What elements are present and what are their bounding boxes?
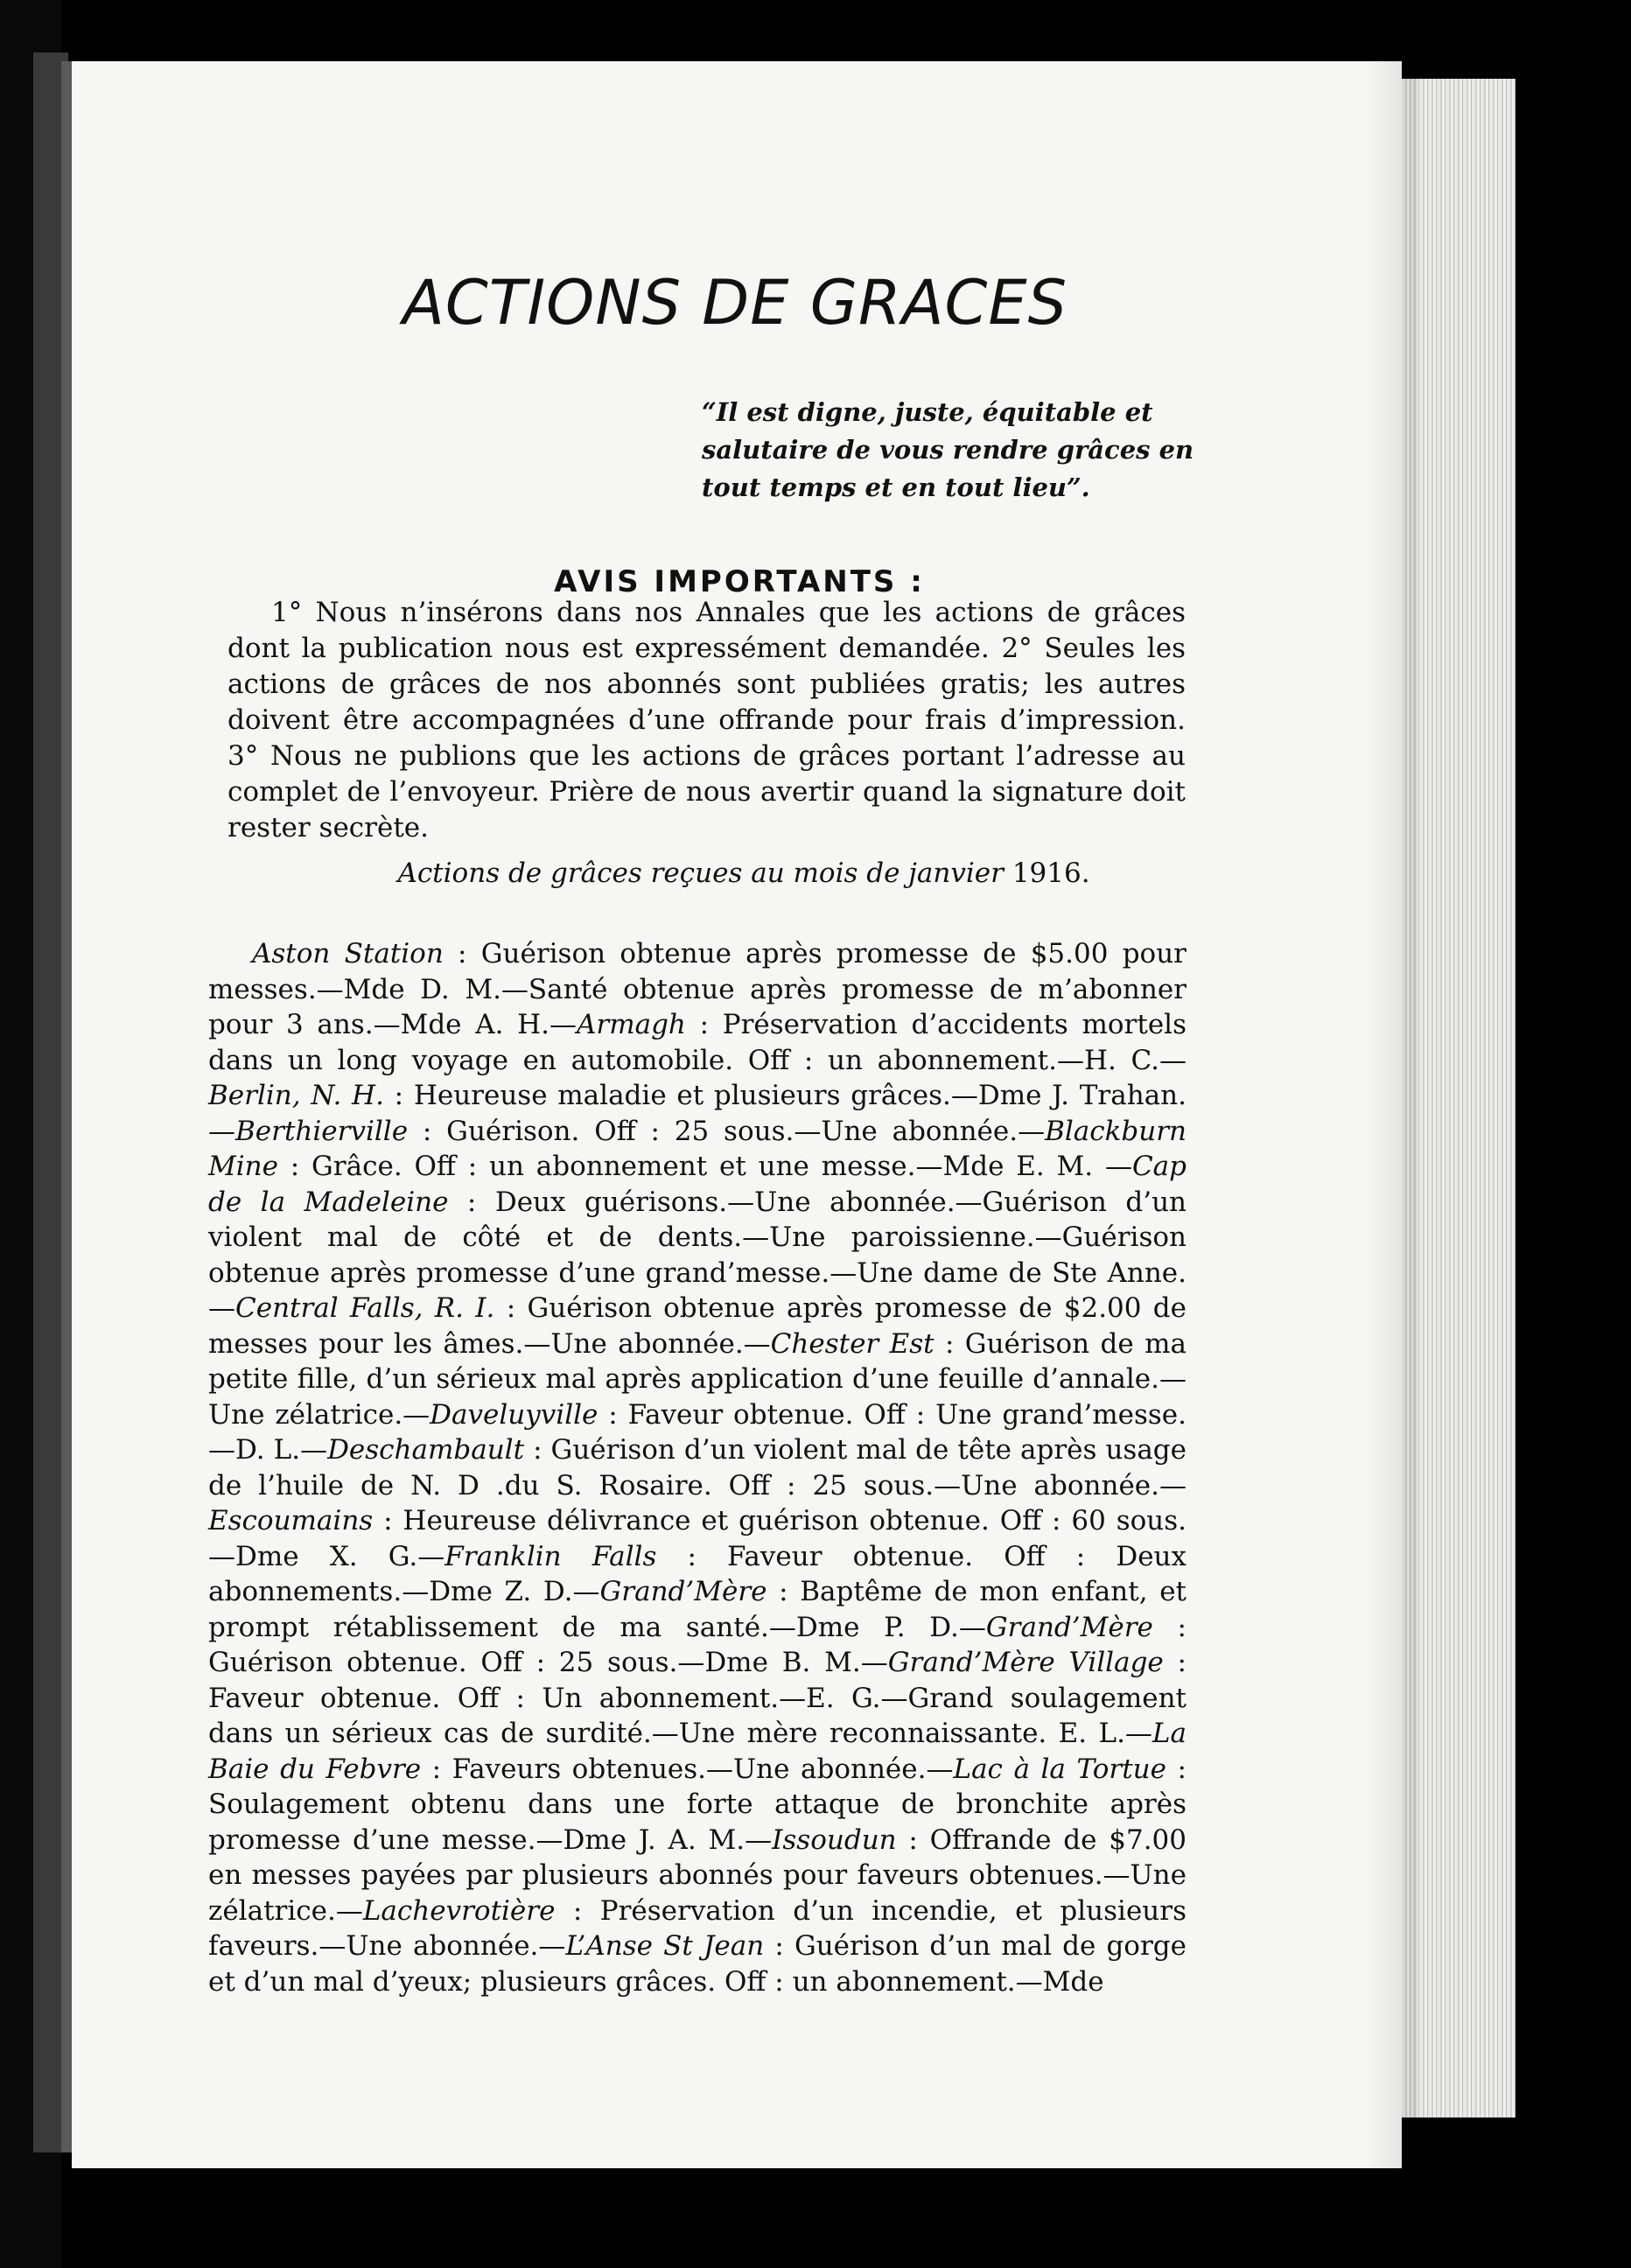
- entry-place: Grand’Mère: [599, 1576, 767, 1607]
- entry-place: Armagh: [577, 1009, 686, 1040]
- entry-place: Aston Station: [252, 938, 444, 970]
- page-title: ACTIONS DE GRACES: [402, 267, 1068, 339]
- entry-place: Issoudun: [772, 1824, 897, 1856]
- entry-place: Cap de la Madeleine: [208, 1151, 1186, 1218]
- entry-text: : Guérison de ma petite fille, d’un sérieux mal après application d’une feuille d’annale.—Une zélatrice.—: [208, 1327, 1186, 1431]
- entry-text: : Préservation d’un incendie, et plusieurs faveurs.—Une abonnée.—: [208, 1894, 1186, 1962]
- entry-place: L’Anse St Jean: [565, 1930, 765, 1962]
- entry-place: Central Falls, R. I.: [235, 1292, 495, 1324]
- binding-edge: [61, 61, 72, 2152]
- entry-text: : Guérison obtenue. Off : 25 sous.—Dme B. M.—: [208, 1611, 1186, 1678]
- entry-place: Deschambault: [327, 1434, 525, 1466]
- page-gutter-shadow: [1365, 61, 1418, 2168]
- entry-text: : Offrande de $7.00 en messes payées par plusieurs abonnés pour faveurs obtenues.—Une zélatrice.—: [208, 1824, 1186, 1927]
- entry-place: Berthierville: [235, 1115, 409, 1147]
- entry-place: La Baie du Febvre: [208, 1718, 1186, 1785]
- entry-place: Franklin Falls: [444, 1540, 657, 1572]
- notice-text: 1° Nous n’insérons dans nos Annales que les actions de grâces dont la publication nous est expressément demandée. 2° Seules les actions de grâces de nos abonnés sont publiées gratis; les autres doivent être accompagnées d’une offrande pour frais d’impression. 3° Nous ne publions que les actions de grâces portant l’adresse au complet de l’envoyeur. Prière de nous avertir quand la signature doit rester secrète.: [228, 597, 1186, 844]
- entry-place: Grand’Mère Village: [887, 1647, 1164, 1678]
- entry-place: Lac à la Tortue: [953, 1753, 1166, 1785]
- entry-place: Lachevrotière: [362, 1894, 556, 1927]
- entry-text: : Baptême de mon enfant, et prompt rétablissement de ma santé.—Dme P. D.—: [208, 1576, 1187, 1643]
- entry-text: : Guérison. Off : 25 sous.—Une abonnée.—: [408, 1115, 1046, 1147]
- entry-text: : Heureuse maladie et plusieurs grâces.—Dme J. Trahan.—: [208, 1080, 1187, 1147]
- received-heading: [0, 858, 1488, 889]
- entry-text: : Guérison obtenue après promesse de $5.00 pour messes.—Mde D. M.—Santé obtenue après promesse de m’abonner pour 3 ans.—Mde A. H.—: [208, 938, 1186, 1040]
- entry-text: : Faveurs obtenues.—Une abonnée.—: [421, 1753, 954, 1785]
- entry-text: : Faveur obtenue. Off : Une grand’messe.—D. L.—: [208, 1398, 1186, 1466]
- entry-text: : Préservation d’accidents mortels dans un long voyage en automobile. Off : un abonnement.—H. C.—: [208, 1009, 1186, 1076]
- entry-text: : Guérison obtenue après promesse de $2.00 de messes pour les âmes.—Une abonnée.—: [208, 1292, 1186, 1360]
- received-heading-text: Actions de grâces reçues au mois de janvier: [397, 858, 1004, 889]
- entry-text: : Faveur obtenue. Off : Deux abonnements.—Dme Z. D.—: [208, 1540, 1186, 1607]
- entry-place: Daveluyville: [430, 1398, 598, 1431]
- notice-heading: AVIS IMPORTANTS :: [554, 564, 925, 599]
- entry-place: Blackburn Mine: [208, 1115, 1186, 1182]
- entry-text: : Guérison d’un violent mal de tête après usage de l’huile de N. D .du S. Rosaire. Off : 25 sous.—Une abonnée.—: [208, 1434, 1186, 1502]
- entry-text: : Guérison d’un mal de gorge et d’un mal d’yeux; plusieurs grâces. Off : un abonnement.—Mde: [208, 1930, 1186, 1998]
- entry-place: Berlin, N. H.: [208, 1080, 384, 1111]
- page-edges: [1402, 79, 1516, 2118]
- entry-place: Grand’Mère: [985, 1611, 1153, 1643]
- entry-place: Escoumains: [208, 1505, 374, 1536]
- entry-text: : Deux guérisons.—Une abonnée.—Guérison d’un violent mal de côté et de dents.—Une paroissienne.—Guérison obtenue après promesse d’une grand’messe.—Une dame de Ste Anne.—: [208, 1186, 1186, 1324]
- entry-text: : Soulagement obtenu dans une forte attaque de bronchite après promesse d’une messe.—Dme J. A. M.—: [208, 1753, 1186, 1856]
- entry-text: : Grâce. Off : un abonnement et une messe.—Mde E. M. —: [277, 1151, 1132, 1182]
- thanksgiving-entries: [208, 936, 1186, 1999]
- epigraph-quote: “Il est digne, juste, équitable et salutaire de vous rendre grâces en tout temps et en tout lieu”.: [702, 397, 1194, 502]
- entry-place: Chester Est: [770, 1327, 934, 1360]
- entry-text: : Faveur obtenue. Off : Un abonnement.—E. G.—Grand soulagement dans un sérieux cas de surdité.—Une mère reconnaissante. E. L.—: [208, 1647, 1186, 1749]
- entry-text: : Heureuse délivrance et guérison obtenue. Off : 60 sous.—Dme X. G.—: [208, 1505, 1186, 1572]
- received-heading-year: 1916.: [1012, 858, 1090, 889]
